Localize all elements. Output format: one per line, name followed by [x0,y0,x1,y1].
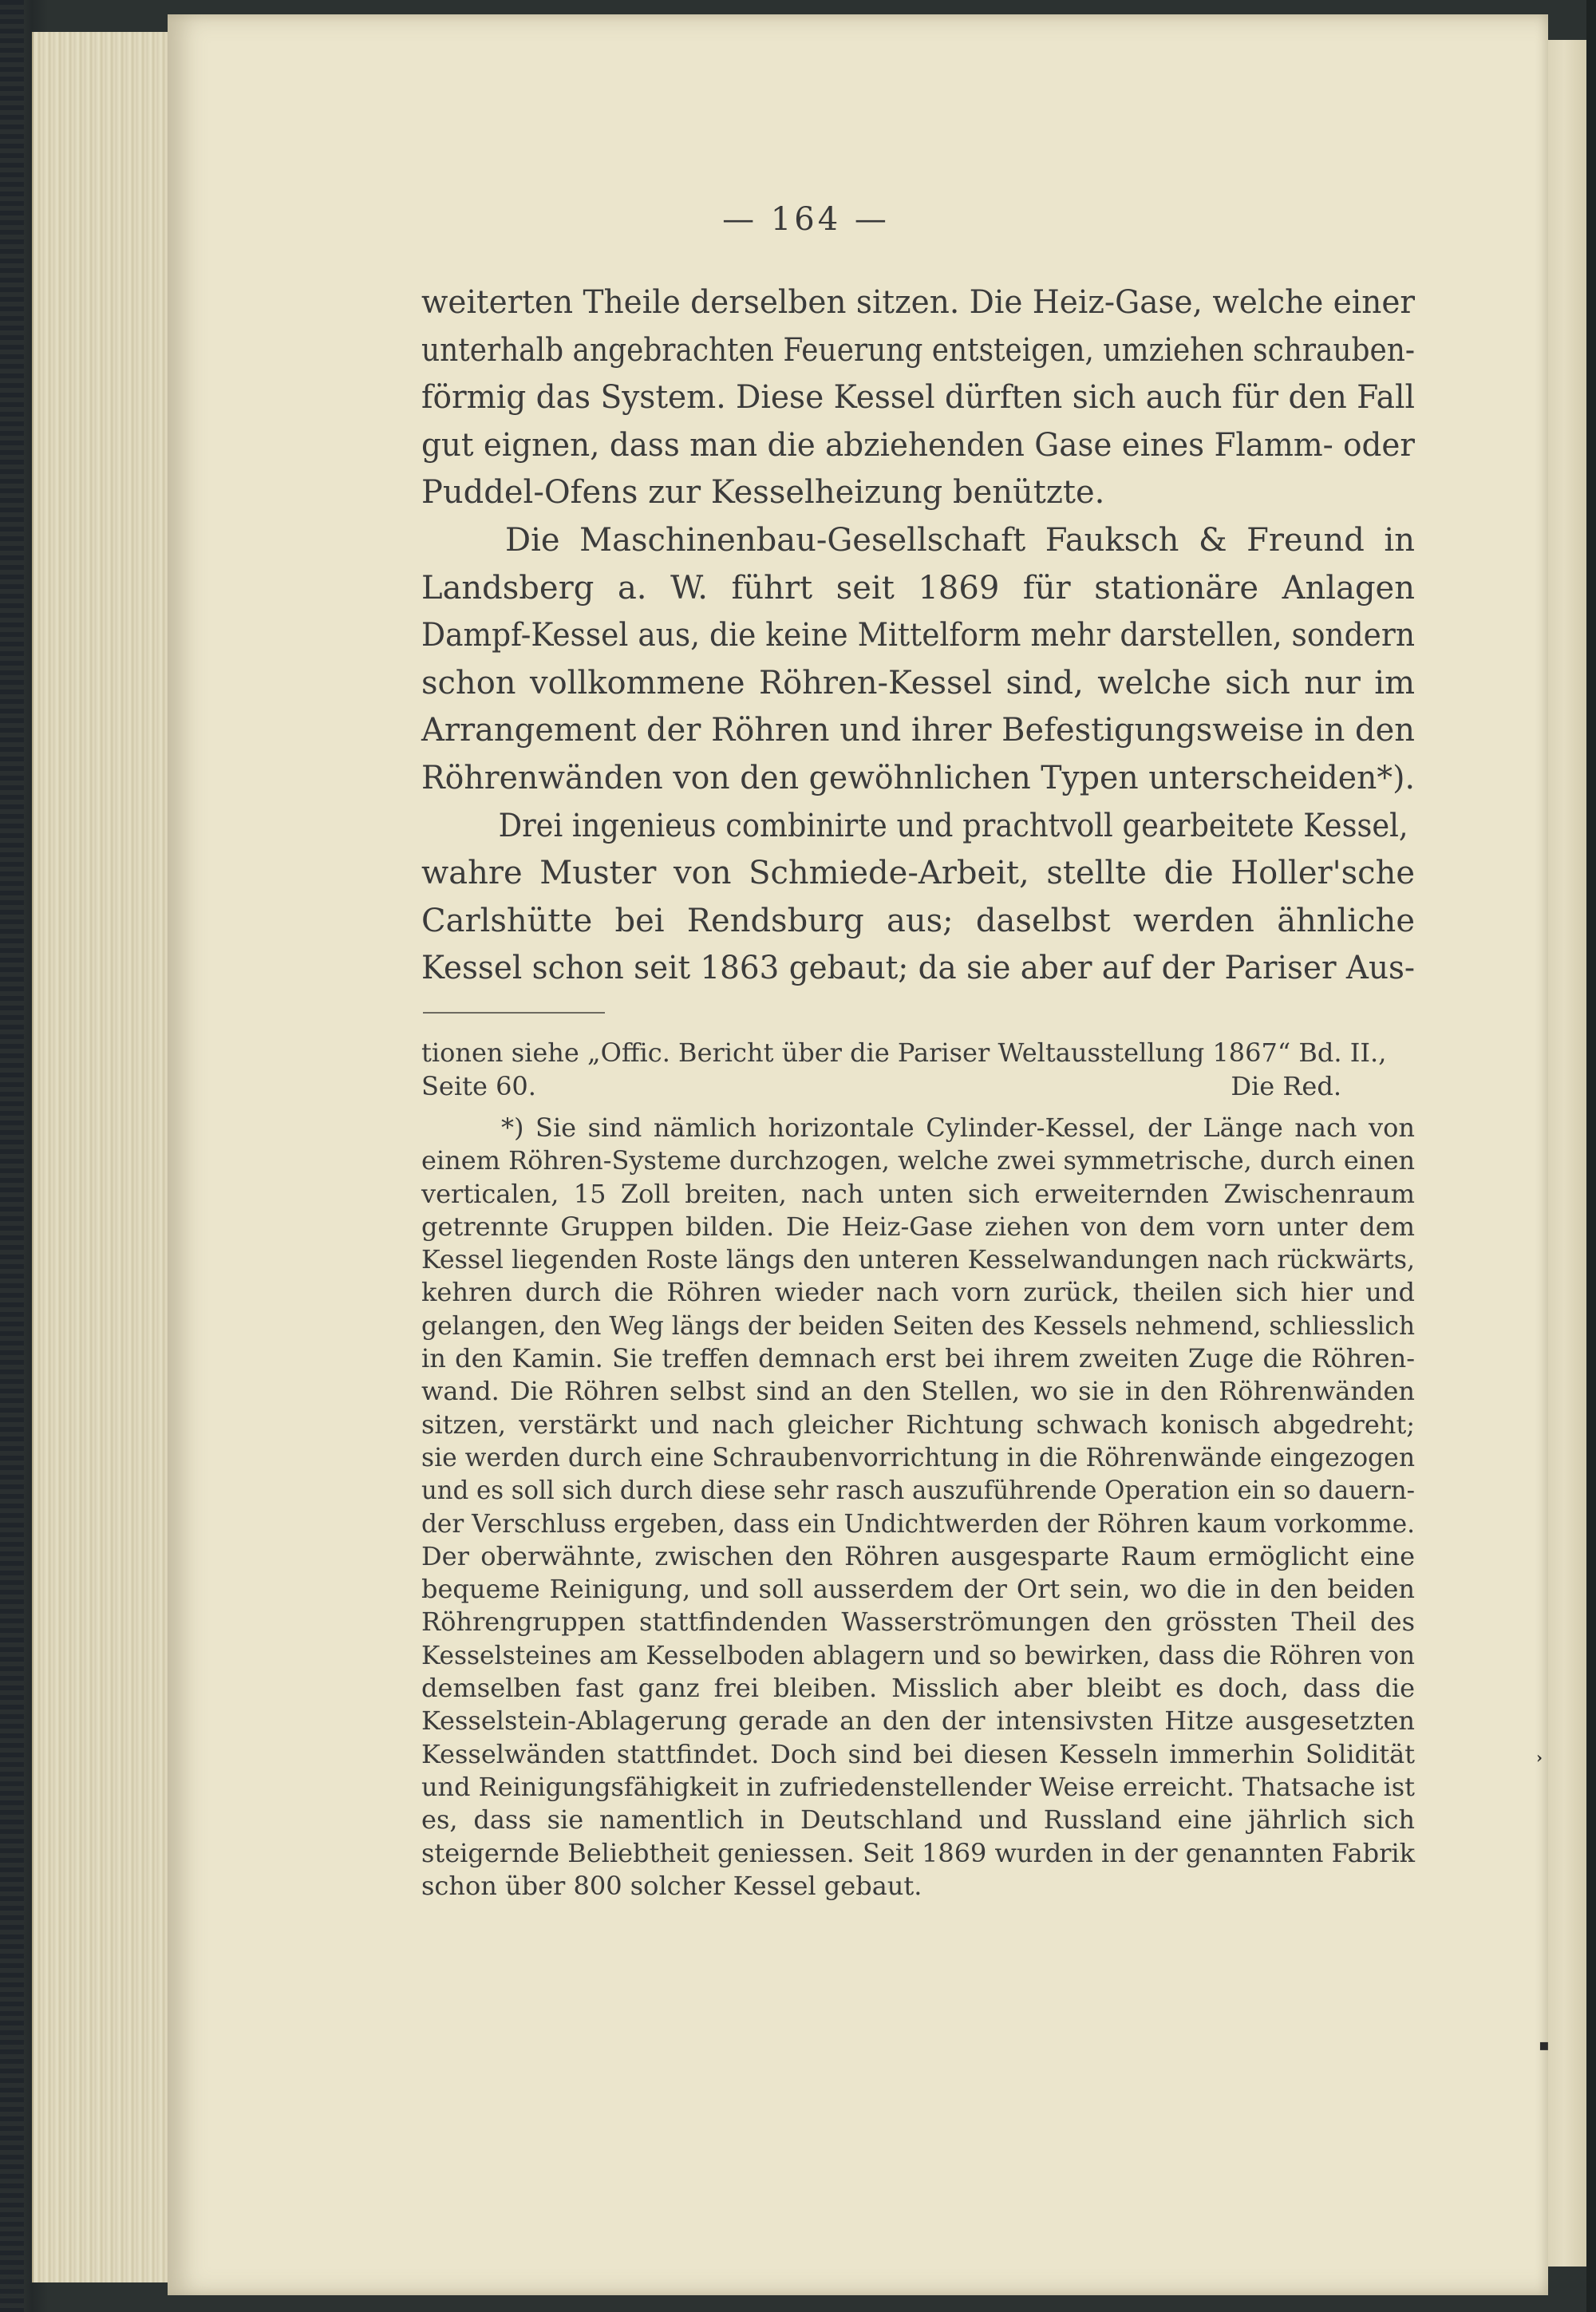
footnote-line: gelangen, den Weg längs der beiden Seiten des Kessels nehmend, schliesslich [421,1310,1416,1341]
footnote [421,1112,1415,1903]
text-line: unterhalb angebrachten Feuerung entsteigen, umziehen schrauben- [421,331,1416,369]
body-text [421,279,1415,993]
footnote-line: Der oberwähnte, zwischen den Röhren ausgesparte Raum ermöglicht eine [421,1540,1415,1571]
footnote-line: Seite 60. [421,1071,536,1101]
footnote-line: demselben fast ganz frei bleiben. Misslich aber bleibt es doch, dass die [421,1673,1415,1704]
text-line: Dampf-Kessel aus, die keine Mittelform mehr darstellen, sondern [421,617,1416,654]
text-line: Röhrenwänden von den gewöhnlichen Typen unterscheiden*). [421,759,1416,796]
footnote-line: und es soll sich durch diese sehr rasch auszuführende Operation ein so dauern- [421,1475,1416,1506]
text-line: Die Maschinenbau-Gesellschaft Fauksch & Freund in [505,521,1415,559]
page-mark-icon: ▪ [1539,2035,1550,2054]
footnote-line: steigernde Beliebtheit geniessen. Seit 1869 wurden in der genannten Fabrik [421,1837,1416,1868]
footnote-line: es, dass sie namentlich in Deutschland und Russland eine jährlich sich [421,1804,1415,1836]
text-line: gut eignen, dass man die abziehenden Gase eines Flamm- oder [421,426,1415,464]
footnote-continuation [421,1036,1415,1103]
footnote-line: der Verschluss ergeben, dass ein Undichtwerden der Röhren kaum vorkomme. [421,1508,1416,1539]
background-strip [1586,0,1596,2312]
footnote-line: Kesselsteines am Kesselboden ablagern und so bewirken, dass die Röhren von [421,1639,1415,1670]
text-line: Carlshütte bei Rendsburg aus; daselbst werden ähnliche [421,902,1415,939]
text-line: förmig das System. Diese Kessel dürften sich auch für den Fall [421,379,1415,417]
page-edges [32,32,177,2282]
footnote-line: einem Röhren-Systeme durchzogen, welche zwei symmetrische, durch einen [421,1145,1416,1176]
footnote-line: getrennte Gruppen bilden. Die Heiz-Gase ziehen von dem vorn unter dem [421,1211,1415,1242]
footnote-line: in den Kamin. Sie treffen demnach erst bei ihrem zweiten Zuge die Röhren- [421,1343,1415,1374]
footnote-line: Kesselwänden stattfindet. Doch sind bei diesen Kesseln immerhin Solidität [421,1738,1415,1769]
text-line: Arrangement der Röhren und ihrer Befestigungsweise in den [421,712,1416,749]
text-line: Landsberg a. W. führt seit 1869 für stationäre Anlagen [421,569,1415,607]
text-line: weiterten Theile derselben sitzen. Die Heiz-Gase, welche einer [421,284,1416,321]
text-line: wahre Muster von Schmiede-Arbeit, stellte die Holler'sche [421,855,1415,892]
footnote-line: verticalen, 15 Zoll breiten, nach unten sich erweiternden Zwischenraum [421,1178,1415,1209]
footnote-line: Kesselstein-Ablagerung gerade an den der intensivsten Hitze ausgesetzten [421,1705,1415,1737]
footnote-line: sitzen, verstärkt und nach gleicher Richtung schwach konisch abgedreht; [421,1409,1415,1440]
footnote-line: schon über 800 solcher Kessel gebaut. [421,1870,922,1901]
footnote-line: *) Sie sind nämlich horizontale Cylinder-Kessel, der Länge nach von [501,1113,1415,1143]
editor-note: Die Red. [1231,1071,1341,1101]
book-binding [0,0,24,2312]
text-line: Kessel schon seit 1863 gebaut; da sie aber auf der Pariser Aus- [421,950,1416,987]
footnote-line: tionen siehe „Offic. Bericht über die Pariser Weltausstellung 1867“ Bd. II., [421,1037,1387,1068]
text-line: Drei ingenieus combinirte und prachtvoll gearbeitete Kessel, [498,807,1408,844]
page-number: — 164 — [722,201,890,238]
footnote-separator [423,1012,605,1014]
footnote-line: Kessel liegenden Roste längs den unteren Kesselwandungen nach rückwärts, [421,1244,1416,1275]
text-line: schon vollkommene Röhren-Kessel sind, welche sich nur im [421,664,1415,702]
footnote-line: Röhrengruppen stattfindenden Wasserströmungen den grössten Theil des [421,1607,1415,1638]
footnote-line: sie werden durch eine Schraubenvorrichtung in die Röhrenwände eingezogen [421,1441,1416,1472]
footnote-line: bequeme Reinigung, und soll ausserdem der Ort sein, wo die in den beiden [421,1574,1415,1605]
text-line: Puddel-Ofens zur Kesselheizung benützte. [421,474,1105,512]
footnote-line: wand. Die Röhren selbst sind an den Stellen, wo sie in den Röhrenwänden [421,1376,1415,1407]
footnote-line: kehren durch die Röhren wieder nach vorn zurück, theilen sich hier und [421,1277,1415,1308]
footnote-line: und Reinigungsfähigkeit in zufriedenstellender Weise erreicht. Thatsache ist [421,1771,1415,1802]
page-mark-icon: › [1536,1748,1543,1767]
